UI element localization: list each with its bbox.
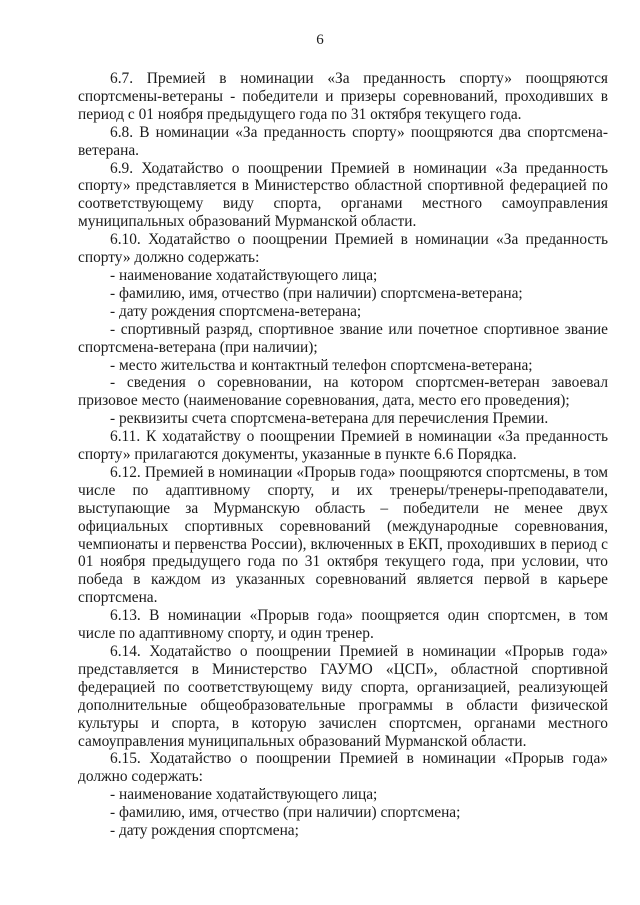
- list-item: - наименование ходатайствующего лица;: [110, 786, 378, 804]
- document-body: [78, 70, 608, 840]
- paragraph-6-15: 6.15. Ходатайство о поощрении Премией в номинации «Прорыв года» должно содержать:: [78, 750, 608, 786]
- page-number: 6: [316, 32, 324, 48]
- list-item: - спортивный разряд, спортивное звание или почетное спортивное звание спортсмена-ветерана (при наличии);: [78, 320, 608, 356]
- list-item: - фамилию, имя, отчество (при наличии) спортсмена;: [110, 804, 461, 822]
- list-item: - сведения о соревновании, на котором спортсмен-ветеран завоевал призовое место (наименование соревнования, дата, место его проведения);: [78, 374, 608, 410]
- list-item: - место жительства и контактный телефон спортсмена-ветерана;: [110, 356, 533, 374]
- paragraph-6-9: 6.9. Ходатайство о поощрении Премией в номинации «За преданность спорту» представляется в Министерство областной спортивной федерацией по соответствующему виду спорта, органами местного самоуправления муниципальных образований Мурманской области.: [78, 159, 608, 231]
- paragraph-6-7: 6.7. Премией в номинации «За преданность спорту» поощряются спортсмены-ветераны - победители и призеры соревнований, проходивших в период с 01 ноября предыдущего года по 31 октября текущего года.: [78, 70, 608, 123]
- list-item: - наименование ходатайствующего лица;: [110, 266, 378, 284]
- list-item: - дату рождения спортсмена-ветерана;: [110, 302, 362, 320]
- paragraph-6-8: 6.8. В номинации «За преданность спорту» поощряются два спортсмена-ветерана.: [78, 123, 608, 159]
- paragraph-6-13: 6.13. В номинации «Прорыв года» поощряется один спортсмен, в том числе по адаптивному спорту, и один тренер.: [78, 607, 608, 643]
- paragraph-6-11: 6.11. К ходатайству о поощрении Премией в номинации «За преданность спорту» прилагаются документы, указанные в пункте 6.6 Порядка.: [78, 428, 608, 464]
- list-item: - фамилию, имя, отчество (при наличии) спортсмена-ветерана;: [110, 284, 523, 302]
- list-item: - реквизиты счета спортсмена-ветерана для перечисления Премии.: [110, 410, 549, 428]
- paragraph-6-10: 6.10. Ходатайство о поощрении Премией в номинации «За преданность спорту» должно содержать:: [78, 231, 608, 267]
- list-item: - дату рождения спортсмена;: [110, 822, 299, 840]
- paragraph-6-12: 6.12. Премией в номинации «Прорыв года» поощряются спортсмены, в том числе по адаптивному спорту, и их тренеры/тренеры-преподаватели, выступающие за Мурманскую область – победители не менее двух официальных спортивных соревнований (международные соревнования, чемпионаты и первенства России), включенных в ЕКП, проходивших в период с 01 ноября предыдущего года по 31 октября текущего года, при условии, что победа в каждом из указанных соревнований является первой в карьере спортсмена.: [78, 463, 608, 607]
- paragraph-6-14: 6.14. Ходатайство о поощрении Премией в номинации «Прорыв года» представляется в Министерство ГАУМО «ЦСП», областной спортивной федерацией по соответствующему виду спорта, организацией, реализующей дополнительные общеобразовательные программы в области физической культуры и спорта, в которую зачислен спортсмен, органами местного самоуправления муниципальных образований Мурманской области.: [78, 643, 608, 750]
